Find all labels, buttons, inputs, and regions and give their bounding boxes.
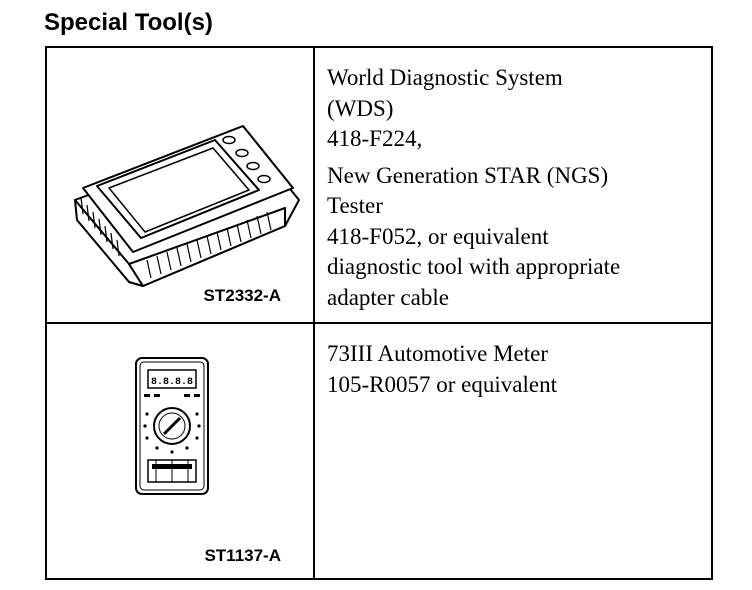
tool-description — [315, 324, 711, 400]
description-line: 73III Automotive Meter — [327, 341, 549, 366]
description-line: 105-R0057 or equivalent — [327, 371, 557, 397]
description-line: World Diagnostic System — [327, 65, 563, 90]
svg-text:8.8.8.8: 8.8.8.8 — [150, 377, 194, 388]
description-line: (WDS) — [327, 95, 394, 121]
description-line: Tester — [327, 193, 383, 218]
description-line: 418-F052, or equivalent — [327, 223, 549, 249]
tool-image-code: ST1137-A — [204, 546, 281, 565]
section-title: Special Tool(s) — [44, 9, 213, 36]
diagnostic-tester-icon — [47, 48, 313, 322]
tool-description-cell — [314, 47, 712, 323]
table-row — [46, 47, 712, 323]
tool-description-cell — [314, 323, 712, 579]
description-line: 418-F224, — [327, 126, 423, 151]
description-line: diagnostic tool with appropriate — [327, 254, 621, 279]
tool-image-cell — [46, 323, 314, 579]
description-line: New Generation STAR (NGS) — [327, 162, 609, 188]
tool-image-cell — [46, 47, 314, 323]
description-line: adapter cable — [327, 284, 449, 310]
tool-image-code: ST2332-A — [203, 286, 281, 305]
table-row — [46, 323, 712, 579]
special-tools-table — [45, 46, 713, 580]
tool-description — [315, 48, 711, 313]
multimeter-icon — [47, 324, 313, 578]
